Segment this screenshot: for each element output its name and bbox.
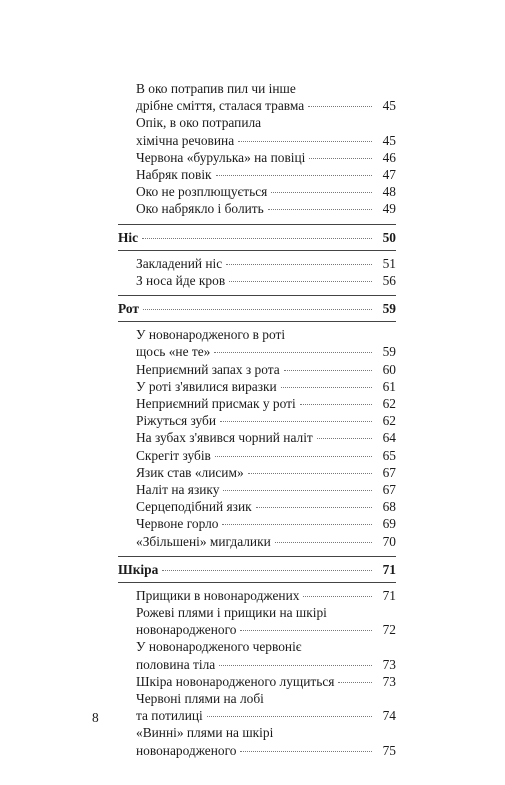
toc-line: [136, 149, 396, 166]
toc-page-number: 69: [382, 516, 396, 532]
toc-page-number: 48: [382, 184, 396, 200]
toc-item: [118, 587, 396, 604]
toc-line: [136, 638, 396, 655]
toc-entry-text: В око потрапив пил чи інше: [136, 81, 296, 96]
toc-page-number: 68: [382, 499, 396, 515]
toc-item: [118, 183, 396, 200]
leader-dots: [303, 596, 372, 597]
toc-item: [118, 114, 396, 148]
toc-line: [136, 80, 396, 97]
leader-dots: [223, 490, 372, 491]
toc-page-number: 49: [382, 201, 396, 217]
leader-dots: [143, 309, 372, 310]
toc-entry-text: Рот: [118, 301, 139, 317]
toc-entry-text: та потилиці: [136, 708, 203, 724]
toc-entry-text: новонародженого: [136, 622, 237, 638]
leader-dots: [275, 542, 372, 543]
toc-entry-text: Шкіра: [118, 561, 159, 577]
leader-dots: [220, 421, 372, 422]
toc-entry-text: Червона «бурулька» на повіці: [136, 149, 306, 165]
section-divider: [118, 582, 396, 583]
toc-page-number: 62: [382, 396, 396, 411]
toc-line: [136, 361, 396, 378]
toc-line: [136, 447, 396, 464]
leader-dots: [229, 281, 372, 282]
toc-entry-text: З носа йде кров: [136, 272, 226, 288]
toc-page-number: 56: [382, 272, 396, 288]
toc-entry-text: Наліт на язику: [136, 481, 220, 497]
toc-line: [136, 429, 396, 446]
toc-page-number: 50: [382, 229, 396, 245]
toc-entry-text: Червоне горло: [136, 516, 219, 532]
toc-line: [136, 515, 396, 532]
toc-entry-text: половина тіла: [136, 656, 216, 672]
toc-page-number: 60: [382, 361, 396, 377]
toc-item: [118, 429, 396, 446]
toc-item: [118, 481, 396, 498]
toc-line: [136, 255, 396, 272]
toc-entry-text: Закладений ніс: [136, 255, 223, 271]
toc-item: [118, 638, 396, 672]
toc-entry-text: Прищики в новонароджених: [136, 587, 300, 603]
toc-line: [136, 183, 396, 200]
leader-dots: [222, 524, 372, 525]
leader-dots: [238, 141, 372, 142]
toc-page-number: 51: [382, 255, 396, 271]
toc-entry-text: Рожеві плями і прищики на шкірі: [136, 605, 327, 621]
section-heading: [118, 300, 396, 317]
toc-entry-text: Скрегіт зубів: [136, 447, 211, 463]
toc-line: [136, 200, 396, 217]
toc-page-number: 67: [382, 481, 396, 497]
leader-dots: [215, 456, 372, 457]
leader-dots: [268, 209, 372, 210]
section-divider: [118, 250, 396, 251]
leader-dots: [281, 387, 372, 388]
toc-page-number: 59: [382, 301, 396, 317]
toc-page-number: 72: [382, 622, 396, 638]
toc-item: [118, 272, 396, 289]
leader-dots: [142, 238, 372, 239]
toc-entry-text: дрібне сміття, сталася травма: [136, 98, 305, 114]
leader-dots: [219, 665, 372, 666]
toc-page-number: 65: [382, 447, 396, 463]
toc-page-number: 45: [382, 98, 396, 114]
leader-dots: [317, 438, 372, 439]
toc-entry-text: У роті з'явилися виразки: [136, 378, 277, 394]
toc-item: [118, 200, 396, 217]
toc-item: [118, 724, 396, 758]
toc-line: [136, 132, 396, 149]
toc-line: [136, 166, 396, 183]
toc-entry-text: Язик став «лисим»: [136, 464, 244, 480]
section-divider: [118, 556, 396, 557]
toc-page-number: 73: [382, 656, 396, 672]
section-divider: [118, 321, 396, 322]
toc-entry-text: «Винні» плями на шкірі: [136, 725, 274, 741]
toc-item: [118, 464, 396, 481]
toc-line: [136, 481, 396, 498]
toc-page-number: 71: [382, 561, 396, 577]
toc-page-number: 62: [382, 413, 396, 429]
toc-item: [118, 498, 396, 515]
toc-entry-text: Неприємний присмак у роті: [136, 396, 296, 411]
toc-line: [136, 707, 396, 724]
toc-entry-text: «Збільшені» мигдалики: [136, 533, 271, 549]
toc-line: [136, 378, 396, 395]
toc-line: [136, 326, 396, 343]
leader-dots: [214, 352, 372, 353]
leader-dots: [216, 175, 372, 176]
toc-entry-text: новонародженого: [136, 742, 237, 758]
toc-item: [118, 378, 396, 395]
toc-page-number: 47: [382, 166, 396, 182]
toc-entry-text: Опік, в око потрапила: [136, 115, 262, 131]
leader-dots: [240, 751, 372, 752]
toc-entry-text: Око не розплющується: [136, 184, 268, 200]
page-number: 8: [92, 710, 99, 725]
toc-entry-text: Набряк повік: [136, 166, 212, 182]
toc-entry-text: хімічна речовина: [136, 132, 235, 148]
leader-dots: [300, 404, 372, 405]
toc-line: [136, 604, 396, 621]
section-heading: [118, 561, 396, 578]
toc-item: [118, 326, 396, 360]
leader-dots: [226, 264, 372, 265]
toc-line: [136, 656, 396, 673]
toc-item: [118, 361, 396, 378]
leader-dots: [338, 682, 372, 683]
section-divider: [118, 295, 396, 296]
toc-item: [118, 412, 396, 429]
toc-entry-text: Ніс: [118, 229, 139, 245]
toc-page-number: 59: [382, 344, 396, 360]
toc-page-number: 67: [382, 464, 396, 480]
toc-entry-text: Ріжуться зуби: [136, 413, 217, 429]
toc-line: [136, 97, 396, 114]
toc-line: [136, 464, 396, 481]
section-heading: [118, 229, 396, 246]
leader-dots: [248, 473, 372, 474]
toc-line: [136, 114, 396, 131]
toc-line: [136, 498, 396, 515]
leader-dots: [309, 158, 372, 159]
toc-item: [118, 447, 396, 464]
toc-page-number: 61: [382, 378, 396, 394]
toc-page-number: 74: [382, 708, 396, 724]
table-of-contents: [118, 80, 396, 759]
toc-page-number: 71: [382, 587, 396, 603]
toc-line: [136, 343, 396, 360]
toc-line: [136, 587, 396, 604]
toc-item: [118, 395, 396, 412]
toc-item: [118, 604, 396, 638]
toc-line: [136, 690, 396, 707]
toc-entry-text: Неприємний запах з рота: [136, 361, 280, 377]
leader-dots: [308, 106, 372, 107]
toc-page-number: 75: [382, 742, 396, 758]
toc-item: [118, 533, 396, 550]
toc-line: [136, 395, 396, 412]
leader-dots: [162, 570, 372, 571]
toc-entry-text: У новонародженого в роті: [136, 327, 286, 343]
toc-entry-text: У новонародженого червоніє: [136, 639, 302, 655]
toc-entry-text: щось «не те»: [136, 344, 211, 360]
toc-item: [118, 255, 396, 272]
leader-dots: [271, 192, 372, 193]
toc-item: [118, 166, 396, 183]
toc-line: [136, 533, 396, 550]
leader-dots: [207, 716, 372, 717]
toc-page-number: 64: [382, 430, 396, 446]
toc-entry-text: Червоні плями на лобі: [136, 691, 264, 706]
toc-item: [118, 515, 396, 532]
toc-item: [118, 690, 396, 724]
toc-entry-text: Серцеподібний язик: [136, 499, 252, 515]
section-divider: [118, 224, 396, 225]
toc-line: [136, 724, 396, 741]
toc-line: [136, 621, 396, 638]
toc-entry-text: Шкіра новонародженого лущиться: [136, 673, 335, 689]
toc-line: [136, 412, 396, 429]
toc-line: [136, 673, 396, 690]
toc-line: [136, 272, 396, 289]
toc-item: [118, 673, 396, 690]
toc-item: [118, 149, 396, 166]
leader-dots: [240, 630, 372, 631]
toc-page-number: 70: [382, 533, 396, 549]
toc-page-number: 73: [382, 673, 396, 689]
toc-page-number: 45: [382, 132, 396, 148]
leader-dots: [284, 370, 372, 371]
leader-dots: [256, 507, 372, 508]
toc-line: [136, 742, 396, 759]
toc-entry-text: На зубах з'явився чорний наліт: [136, 430, 313, 446]
toc-page-number: 46: [382, 149, 396, 165]
toc-item: [118, 80, 396, 114]
toc-entry-text: Око набрякло і болить: [136, 201, 264, 217]
